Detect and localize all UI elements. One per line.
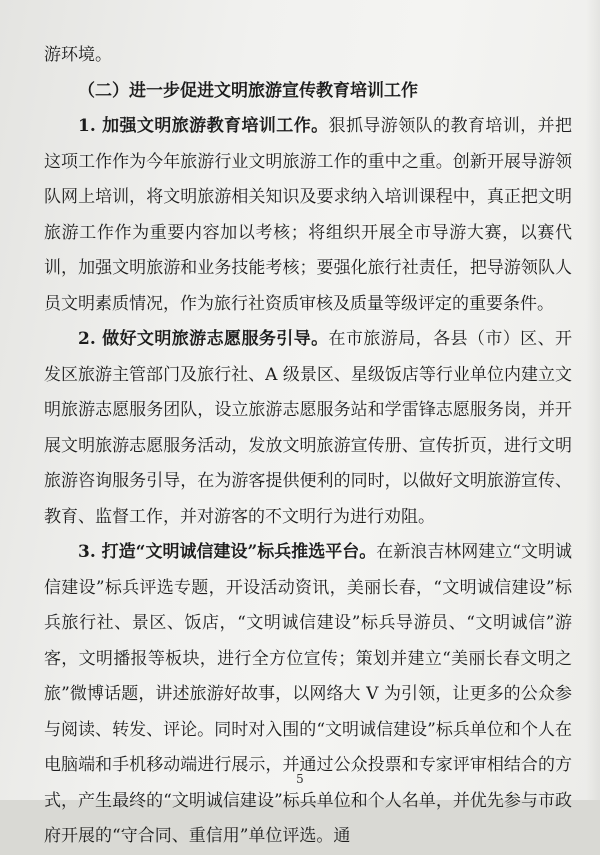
- item-2-heading: 2. 做好文明旅游志愿服务引导。: [78, 329, 329, 349]
- carryover-text: 游环境。: [44, 45, 112, 65]
- paragraph-item-1: [44, 109, 572, 322]
- document-body: [44, 38, 572, 855]
- item-3-heading: 3. 打造“文明诚信建设”标兵推选平台。: [78, 542, 377, 562]
- page-number: 5: [296, 772, 304, 786]
- section-heading: （二）进一步促进文明旅游宣传教育培训工作: [78, 80, 418, 101]
- page-fold-shadow: [586, 0, 600, 800]
- item-2-body: 在市旅游局，各县（市）区、开发区旅游主管部门及旅行社、A 级景区、星级饭店等行业单位内建立文明旅游志愿服务团队，设立旅游志愿服务站和学雷锋志愿服务岗，并开展文明旅游志愿服务活动，发放文明旅游宣传册、宣传折页，进行文明旅游咨询服务引导，在为游客提供便利的同时，以做好文明旅游宣传、教育、监督工作，并对游客的不文明行为进行劝阻。: [44, 329, 573, 527]
- item-1-heading: 1. 加强文明旅游教育培训工作。: [78, 116, 329, 136]
- paragraph-item-2: [44, 322, 572, 535]
- item-3-body: 在新浪吉林网建立“文明诚信建设”标兵评选专题，开设活动资讯，美丽长春，“文明诚信建设”标兵旅行社、景区、饭店，“文明诚信建设”标兵导游员、“文明诚信”游客，文明播报等板块，进行全方位宣传；策划并建立“美丽长春文明之旅”微博话题，讲述旅游好故事，以网络大 V 为引领，让更多的公众参与阅读、转发、评论。同时对入围的“文明诚信建设”标兵单位和个人在电脑端和手机移动端进行展示，并通过公众投票和专家评审相结合的方式，产生最终的“文明诚信建设”标兵单位和个人名单，并优先参与市政府开展的“守合同、重信用”单位评选。通: [44, 542, 572, 846]
- item-1-body: 狠抓导游领队的教育培训，并把这项工作作为今年旅游行业文明旅游工作的重中之重。创新开展导游领队网上培训，将文明旅游相关知识及要求纳入培训课程中，真正把文明旅游工作作为重要内容加以考核；将组织开展全市导游大赛，以赛代训，加强文明旅游和业务技能考核；要强化旅行社责任，把导游领队人员文明素质情况，作为旅行社资质审核及质量等级评定的重要条件。: [44, 116, 573, 314]
- paragraph-item-3: [44, 535, 572, 855]
